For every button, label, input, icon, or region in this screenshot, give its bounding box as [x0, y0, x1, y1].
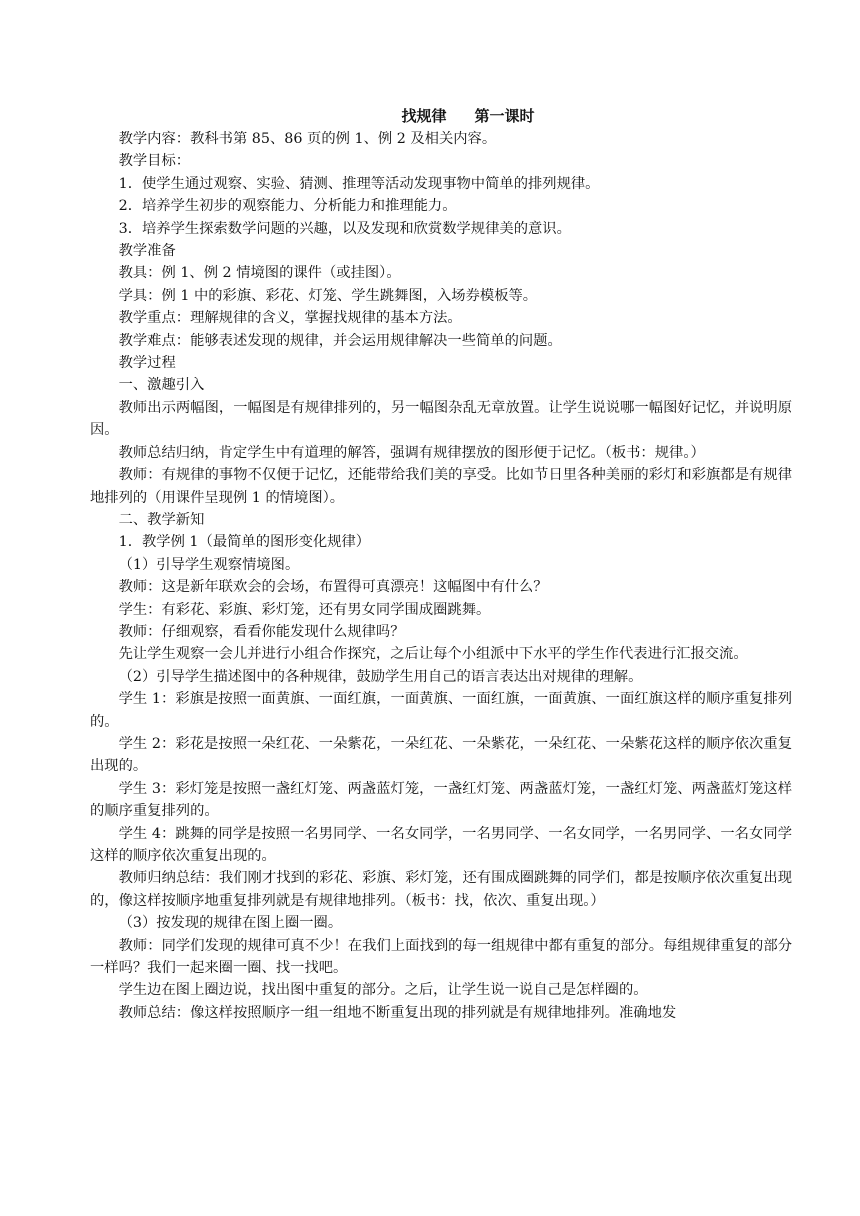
paragraph: 2．培养学生初步的观察能力、分析能力和推理能力。 [118, 198, 457, 215]
paragraph: 教学重点：理解规律的含义，掌握找规律的基本方法。 [118, 310, 462, 327]
paragraph: 教学内容：教科书第 85、86 页的例 1、例 2 及相关内容。 [118, 131, 497, 147]
paragraph: 教师总结：像这样按照顺序一组一组地不断重复出现的排列就是有规律地排列。准确地发 [118, 1004, 677, 1021]
paragraph: 1．使学生通过观察、实验、猜测、推理等活动发现事物中简单的排列规律。 [118, 175, 600, 192]
paragraph: 教师：这是新年联欢会的会场，布置得可真漂亮！这幅图中有什么？ [118, 579, 548, 596]
paragraph: 教具：例 1、例 2 情境图的课件（或挂图）。 [118, 265, 401, 282]
paragraph: 学具：例 1 中的彩旗、彩花、灯笼、学生跳舞图，入场券模板等。 [118, 287, 538, 304]
paragraph: 先让学生观察一会儿并进行小组合作探究，之后让每个小组派中下水平的学生作代表进行汇报交流。 [118, 646, 748, 663]
title-main: 找规律 [401, 107, 447, 125]
paragraph: 3．培养学生探索数学问题的兴趣，以及发现和欣赏数学规律美的意识。 [118, 220, 571, 237]
paragraph: 学生 1：彩旗是按照一面黄旗、一面红旗，一面黄旗、一面红旗，一面黄旗、一面红旗这样的顺序重复排列的。 [90, 691, 792, 730]
paragraph: （3）按发现的规律在图上圈一圈。 [118, 915, 343, 932]
paragraph: （1）引导学生观察情境图。 [118, 556, 300, 573]
paragraph: 教学过程 [118, 355, 176, 372]
document-body [90, 128, 792, 1024]
paragraph: 教师：仔细观察，看看你能发现什么规律吗？ [118, 623, 405, 640]
paragraph: 教师：有规律的事物不仅便于记忆，还能带给我们美的享受。比如节日里各种美丽的彩灯和彩旗都是有规律地排列的（用课件呈现例 1 的情境图）。 [90, 467, 792, 506]
paragraph: 教师出示两幅图，一幅图是有规律排列的，另一幅图杂乱无章放置。让学生说说哪一幅图好记忆，并说明原因。 [90, 399, 792, 439]
paragraph: 学生 4：跳舞的同学是按照一名男同学、一名女同学，一名男同学、一名女同学，一名男同学、一名女同学这样的顺序依次重复出现的。 [90, 825, 792, 864]
document-title [144, 104, 792, 128]
paragraph: 教学准备 [118, 243, 176, 260]
paragraph: 学生 2：彩花是按照一朵红花、一朵紫花，一朵红花、一朵紫花，一朵红花、一朵紫花这样的顺序依次重复出现的。 [90, 735, 792, 775]
paragraph: 二、教学新知 [118, 511, 205, 528]
paragraph: 教师总结归纳，肯定学生中有道理的解答，强调有规律摆放的图形便于记忆。（板书：规律。） [118, 444, 705, 461]
document-page [90, 104, 792, 1024]
title-sub: 第一课时 [474, 107, 535, 125]
paragraph: 学生 3：彩灯笼是按照一盏红灯笼、两盏蓝灯笼，一盏红灯笼、两盏蓝灯笼，一盏红灯笼、两盏蓝灯笼这样的顺序重复排列的。 [90, 780, 792, 820]
paragraph: （2）引导学生描述图中的各种规律，鼓励学生用自己的语言表达出对规律的理解。 [118, 668, 643, 685]
paragraph: 教学目标： [118, 153, 191, 170]
paragraph: 1．教学例 1（最简单的图形变化规律） [118, 534, 371, 551]
paragraph: 学生边在图上圈边说，找出图中重复的部分。之后，让学生说一说自己是怎样圈的。 [118, 982, 648, 999]
paragraph: 学生：有彩花、彩旗、彩灯笼，还有男女同学围成圈跳舞。 [118, 601, 491, 618]
paragraph: 教学难点：能够表述发现的规律，并会运用规律解决一些简单的问题。 [118, 332, 562, 349]
paragraph: 教师：同学们发现的规律可真不少！在我们上面找到的每一组规律中都有重复的部分。每组规律重复的部分一样吗？我们一起来圈一圈、找一找吧。 [90, 937, 792, 977]
paragraph: 教师归纳总结：我们刚才找到的彩花、彩旗、彩灯笼，还有围成圈跳舞的同学们，都是按顺序依次重复出现的，像这样按顺序地重复排列就是有规律地排列。（板书：找，依次、重复出现。） [90, 870, 792, 909]
paragraph: 一、激趣引入 [118, 377, 205, 394]
